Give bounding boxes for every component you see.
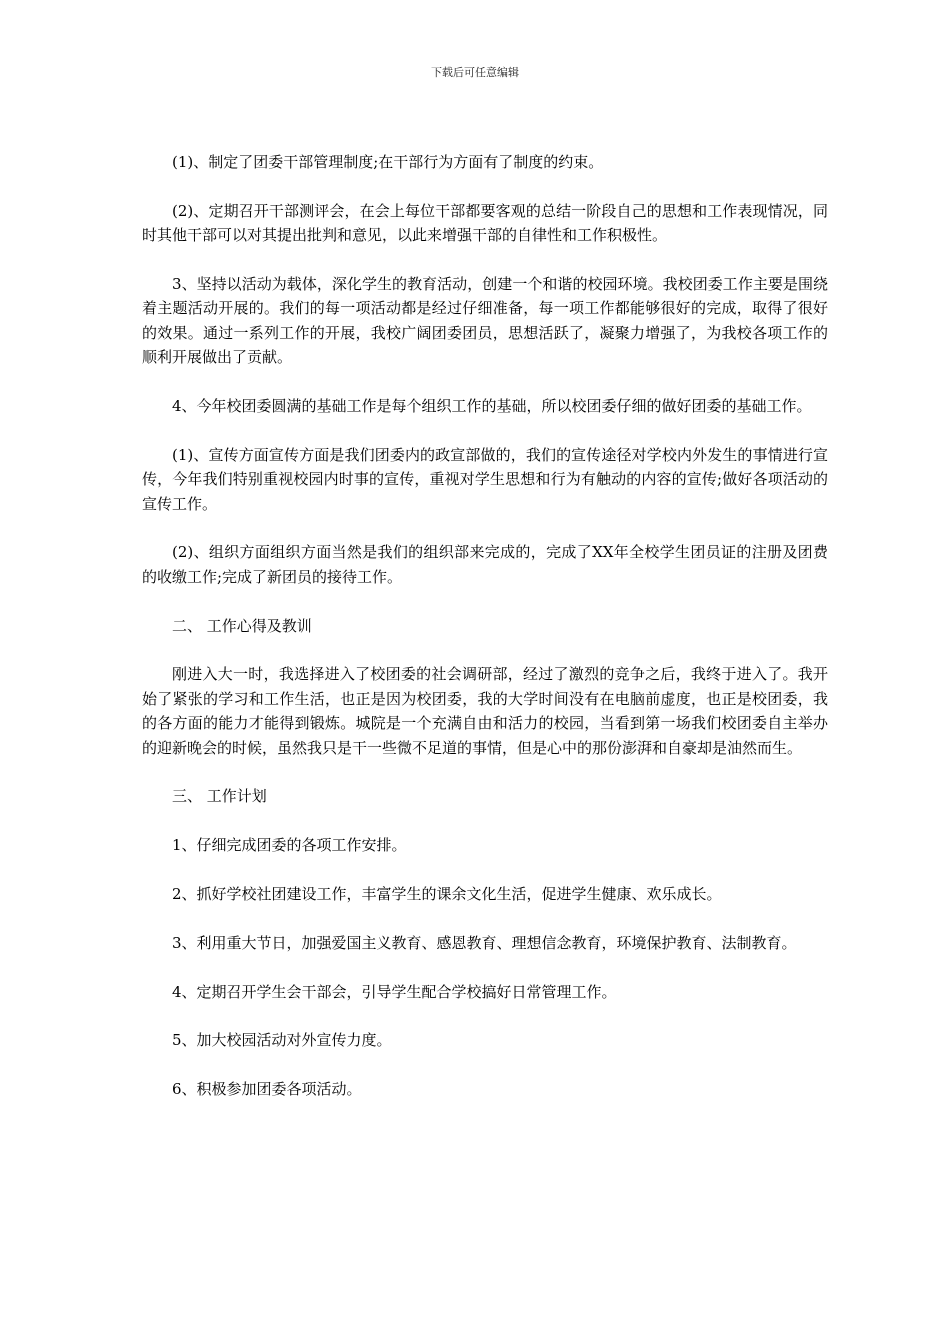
section-heading-plan: 三、 工作计划 (172, 787, 267, 806)
document-body (142, 150, 828, 1126)
page-header: 下载后可任意编辑 (431, 66, 519, 79)
paragraph-evaluation-meeting: (2)、定期召开干部测评会，在会上每位干部都要客观的总结一阶段自己的思想和工作表现情况，同时其他干部可以对其提出批判和意见，以此来增强干部的自律性和工作积极性。 (142, 201, 828, 245)
plan-item-4: 4、定期召开学生会干部会，引导学生配合学校搞好日常管理工作。 (172, 982, 617, 1001)
section-heading-experience: 二、 工作心得及教训 (172, 616, 312, 635)
plan-item-5: 5、加大校园活动对外宣传力度。 (172, 1031, 392, 1050)
paragraph-rule-system: (1)、制定了团委干部管理制度;在干部行为方面有了制度的约束。 (172, 153, 604, 171)
paragraph-publicity: (1)、宣传方面宣传方面是我们团委内的政宣部做的，我们的宣传途径对学校内外发生的事情进行宣传，今年我们特别重视校园内时事的宣传，重视对学生思想和行为有触动的内容的宣传;做好各项活动的宣传工作。 (142, 445, 828, 513)
plan-item-3: 3、利用重大节日，加强爱国主义教育、感恩教育、理想信念教育，环境保护教育、法制教育。 (172, 933, 797, 952)
paragraph-activities: 3、坚持以活动为载体，深化学生的教育活动，创建一个和谐的校园环境。我校团委工作主要是围绕着主题活动开展的。我们的每一项活动都是经过仔细准备，每一项工作都能够很好的完成，取得了很好的效果。通过一系列工作的开展，我校广阔团委团员，思想活跃了，凝聚力增强了，为我校各项工作的顺利开展做出了贡献。 (142, 275, 828, 367)
paragraph-experience: 刚进入大一时，我选择进入了校团委的社会调研部，经过了激烈的竞争之后，我终于进入了。我开始了紧张的学习和工作生活，也正是因为校团委，我的大学时间没有在电脑前虚度，也正是校团委，我的各方面的能力才能得到锻炼。城院是一个充满自由和活力的校园，当看到第一场我们校团委自主举办的迎新晚会的时候，虽然我只是干一些微不足道的事情，但是心中的那份澎湃和自豪却是油然而生。 (142, 665, 828, 757)
paragraph-organization: (2)、组织方面组织方面当然是我们的组织部来完成的，完成了XX年全校学生团员证的注册及团费的收缴工作;完成了新团员的接待工作。 (142, 543, 828, 586)
paragraph-basic-work: 4、今年校团委圆满的基础工作是每个组织工作的基础，所以校团委仔细的做好团委的基础工作。 (172, 397, 812, 416)
plan-item-6: 6、积极参加团委各项活动。 (172, 1080, 362, 1099)
plan-item-1: 1、仔细完成团委的各项工作安排。 (172, 836, 407, 855)
plan-item-2: 2、抓好学校社团建设工作，丰富学生的课余文化生活，促进学生健康、欢乐成长。 (172, 885, 722, 904)
